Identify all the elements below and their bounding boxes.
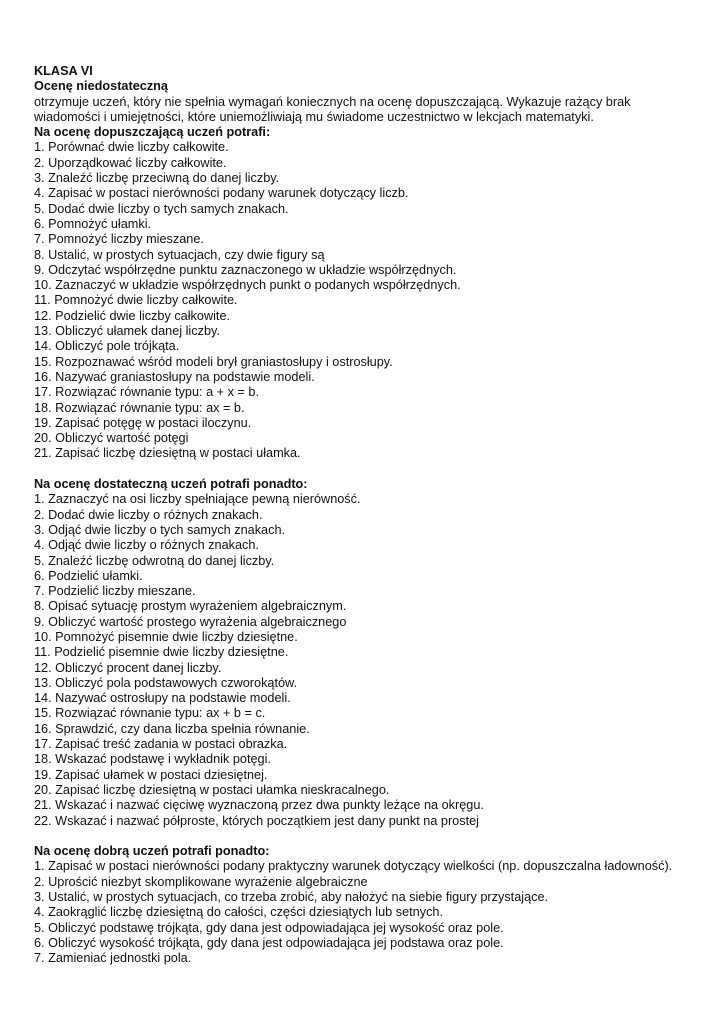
list-item: 8. Ustalić, w prostych sytuacjach, czy dwie figury są xyxy=(34,247,325,262)
list-item: 5. Znaleźć liczbę odwrotną do danej liczby. xyxy=(34,553,275,568)
list-item: 17. Rozwiązać równanie typu: a + x = b. xyxy=(34,385,259,400)
list-item: 9. Odczytać współrzędne punktu zaznaczonego w układzie współrzędnych. xyxy=(34,262,457,277)
spacer xyxy=(34,829,694,844)
page-title: KLASA VI xyxy=(34,64,93,78)
list-item: 2. Dodać dwie liczby o różnych znakach. xyxy=(34,507,263,522)
list-item: 6. Pomnożyć ułamki. xyxy=(34,216,152,231)
spacer xyxy=(34,462,694,477)
list-item: 14. Obliczyć pole trójkąta. xyxy=(34,339,180,354)
list-item: 7. Podzielić liczby mieszane. xyxy=(34,584,196,599)
list-item: 21. Zapisać liczbę dziesiętną w postaci ułamka. xyxy=(34,446,301,461)
list-item: 6. Podzielić ułamki. xyxy=(34,568,143,583)
list-item: 2. Uporządkować liczby całkowite. xyxy=(34,155,227,170)
list-item: 3. Znaleźć liczbę przeciwną do danej liczby. xyxy=(34,171,280,186)
list-item: 11. Podzielić pisemnie dwie liczby dziesiętne. xyxy=(34,645,289,660)
list-item: 13. Obliczyć pola podstawowych czworokątów. xyxy=(34,675,298,690)
list-item: 4. Zaokrąglić liczbę dziesiętną do całości, części dziesiątych lub setnych. xyxy=(34,905,444,920)
list-item: 18. Wskazać podstawę i wykładnik potęgi. xyxy=(34,752,271,767)
list-item: 1. Zapisać w postaci nierówności podany praktyczny warunek dotyczący wielkości (np. dopuszczalna ładowność). xyxy=(34,859,673,874)
insufficient-text: otrzymuje uczeń, który nie spełnia wymagań koniecznych na ocenę dopuszczającą. Wykazuje rażący brak wiadomości i umiejętności, które uniemożliwiają mu świadome uczestnictwo w lekcjach matematyki. xyxy=(34,94,631,124)
list-item: 7. Pomnożyć liczby mieszane. xyxy=(34,232,204,247)
document-page xyxy=(34,64,694,967)
list-item: 1. Zaznaczyć na osi liczby spełniające pewną nierówność. xyxy=(34,492,361,507)
good-heading: Na ocenę dobrą uczeń potrafi ponadto: xyxy=(34,844,270,859)
insufficient-heading: Ocenę niedostateczną xyxy=(34,79,168,94)
list-item: 3. Odjąć dwie liczby o tych samych znakach. xyxy=(34,522,286,537)
list-item: 20. Zapisać liczbę dziesiętną w postaci ułamka nieskracalnego. xyxy=(34,782,390,797)
list-item: 8. Opisać sytuację prostym wyrażeniem algebraicznym. xyxy=(34,599,347,614)
list-item: 16. Nazywać graniastosłupy na podstawie modeli. xyxy=(34,369,315,384)
list-item: 1. Porównać dwie liczby całkowite. xyxy=(34,140,229,155)
list-item: 22. Wskazać i nazwać półproste, których początkiem jest dany punkt na prostej xyxy=(34,813,479,828)
list-item: 17. Zapisać treść zadania w postaci obrazka. xyxy=(34,737,288,752)
list-item: 13. Obliczyć ułamek danej liczby. xyxy=(34,324,220,339)
good-list xyxy=(34,859,694,966)
sufficient-list xyxy=(34,140,694,461)
list-item: 15. Rozwiązać równanie typu: ax + b = c. xyxy=(34,706,266,721)
list-item: 10. Pomnożyć pisemnie dwie liczby dziesiętne. xyxy=(34,629,298,644)
list-item: 4. Odjąć dwie liczby o różnych znakach. xyxy=(34,538,259,553)
list-item: 11. Pomnożyć dwie liczby całkowite. xyxy=(34,293,238,308)
list-item: 16. Sprawdzić, czy dana liczba spełnia równanie. xyxy=(34,721,310,736)
sufficient-heading: Na ocenę dopuszczającą uczeń potrafi: xyxy=(34,125,271,140)
list-item: 9. Obliczyć wartość prostego wyrażenia algebraicznego xyxy=(34,614,347,629)
satisfactory-heading: Na ocenę dostateczną uczeń potrafi ponadto: xyxy=(34,477,308,492)
list-item: 19. Zapisać ułamek w postaci dziesiętnej. xyxy=(34,767,268,782)
list-item: 6. Obliczyć wysokość trójkąta, gdy dana jest odpowiadająca jej podstawa oraz pole. xyxy=(34,935,504,950)
list-item: 5. Obliczyć podstawę trójkąta, gdy dana jest odpowiadająca jej wysokość oraz pole. xyxy=(34,920,504,935)
list-item: 18. Rozwiązać równanie typu: ax = b. xyxy=(34,400,245,415)
list-item: 2. Uprościć niezbyt skomplikowane wyrażenie algebraiczne xyxy=(34,874,368,889)
list-item: 4. Zapisać w postaci nierówności podany warunek dotyczący liczb. xyxy=(34,186,409,201)
list-item: 12. Obliczyć procent danej liczby. xyxy=(34,660,222,675)
list-item: 15. Rozpoznawać wśród modeli brył graniastosłupy i ostrosłupy. xyxy=(34,354,393,369)
list-item: 12. Podzielić dwie liczby całkowite. xyxy=(34,308,231,323)
satisfactory-list xyxy=(34,492,694,829)
list-item: 14. Nazywać ostrosłupy na podstawie modeli. xyxy=(34,691,291,706)
list-item: 21. Wskazać i nazwać cięciwę wyznaczoną przez dwa punkty leżące na okręgu. xyxy=(34,798,484,813)
list-item: 19. Zapisać potęgę w postaci iloczynu. xyxy=(34,415,252,430)
list-item: 5. Dodać dwie liczby o tych samych znakach. xyxy=(34,201,289,216)
list-item: 3. Ustalić, w prostych sytuacjach, co trzeba zrobić, aby nałożyć na siebie figury przystające. xyxy=(34,890,549,905)
list-item: 10. Zaznaczyć w układzie współrzędnych punkt o podanych współrzędnych. xyxy=(34,278,461,293)
list-item: 20. Obliczyć wartość potęgi xyxy=(34,431,189,446)
list-item: 7. Zamieniać jednostki pola. xyxy=(34,951,192,966)
